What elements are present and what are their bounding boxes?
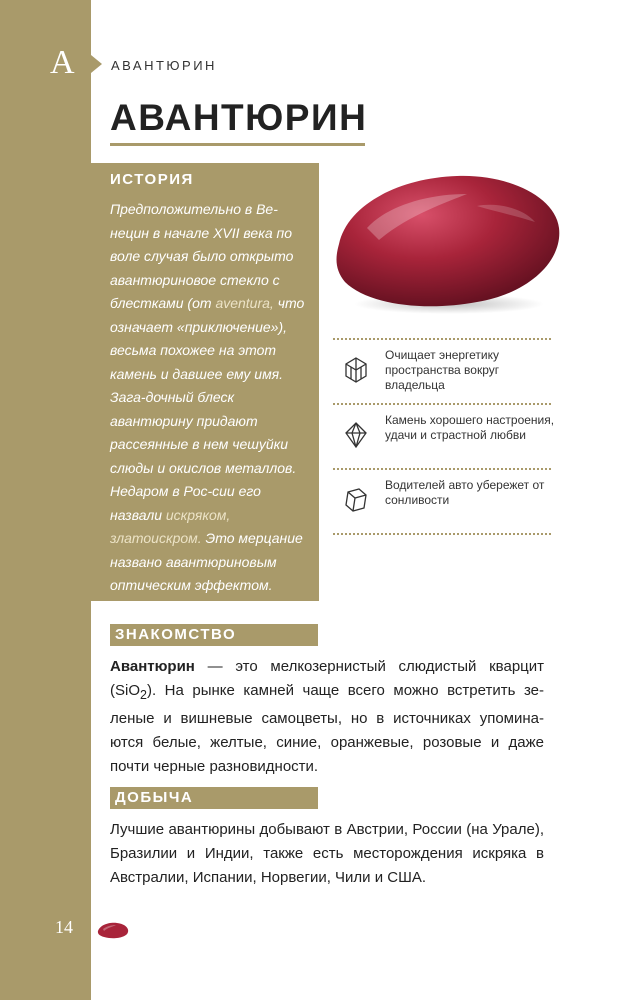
page-title: АВАНТЮРИН	[110, 97, 368, 138]
mining-heading: ДОБЫЧА	[115, 789, 194, 806]
crystal-icon	[343, 356, 369, 384]
diamond-icon	[343, 421, 369, 449]
history-text-part: Предположительно в Ве-нецин в начале XVII века по воле случая было открыто авантюриновое стекло с блестками (от	[110, 201, 294, 311]
formula-subscript: 2	[140, 688, 147, 702]
history-text-part: Это мерцание названо авантюриновым оптическим эффектом.	[110, 530, 303, 593]
acquaintance-text-part: ). На рынке камней чаще всего можно встретить зе-леные и вишневые самоцветы, но в источниках упомина-ются белые, желтые, синие, оранжевые, розовые и даже почти черные разновидности.	[110, 682, 544, 775]
title-underline	[110, 143, 365, 146]
cube-icon	[343, 486, 369, 514]
mining-heading-bar	[110, 787, 318, 809]
term-bold: Авантюрин	[110, 658, 195, 675]
acquaintance-heading: ЗНАКОМСТВО	[115, 626, 237, 643]
feature-item	[333, 405, 555, 468]
history-term: aventura,	[215, 295, 274, 311]
acquaintance-heading-bar	[110, 624, 318, 646]
acquaintance-text	[110, 655, 544, 779]
history-text	[110, 198, 314, 598]
section-letter: А	[50, 44, 75, 81]
feature-list	[333, 338, 555, 535]
feature-text: Очищает энергетику пространства вокруг владельца	[385, 348, 500, 392]
running-head: АВАНТЮРИН	[111, 58, 217, 73]
feature-text: Водителей авто убережет от сонливости	[385, 478, 545, 507]
history-text-part: что означает «приключение»), весьма похожее на этот камень и давшее ему имя. Зага-дочный блеск авантюрину придают рассеянные в нем чешуйки слюды и окислов металлов. Недаром в Рос-сии его назвали	[110, 295, 305, 523]
divider	[333, 533, 551, 535]
aventurine-stone-image	[327, 166, 567, 318]
feature-text: Камень хорошего настроения, удачи и страстной любви	[385, 413, 555, 442]
page-number: 14	[55, 917, 73, 937]
mini-stone-icon	[95, 920, 131, 940]
mining-text: Лучшие авантюрины добывают в Австрии, России (на Урале), Бразилии и Индии, также есть месторождения искряка в Австралии, Испании, Норвегии, Чили и США.	[110, 821, 544, 886]
feature-item	[333, 470, 551, 533]
feature-item	[333, 340, 551, 403]
side-strip	[0, 0, 91, 1000]
acquaintance-text-part: — это мелкозернистый слюдистый кварцит (SiO	[110, 658, 544, 699]
history-term: искряком, златоискром.	[110, 506, 231, 546]
marker-arrow	[91, 55, 102, 73]
history-heading: ИСТОРИЯ	[110, 171, 194, 188]
